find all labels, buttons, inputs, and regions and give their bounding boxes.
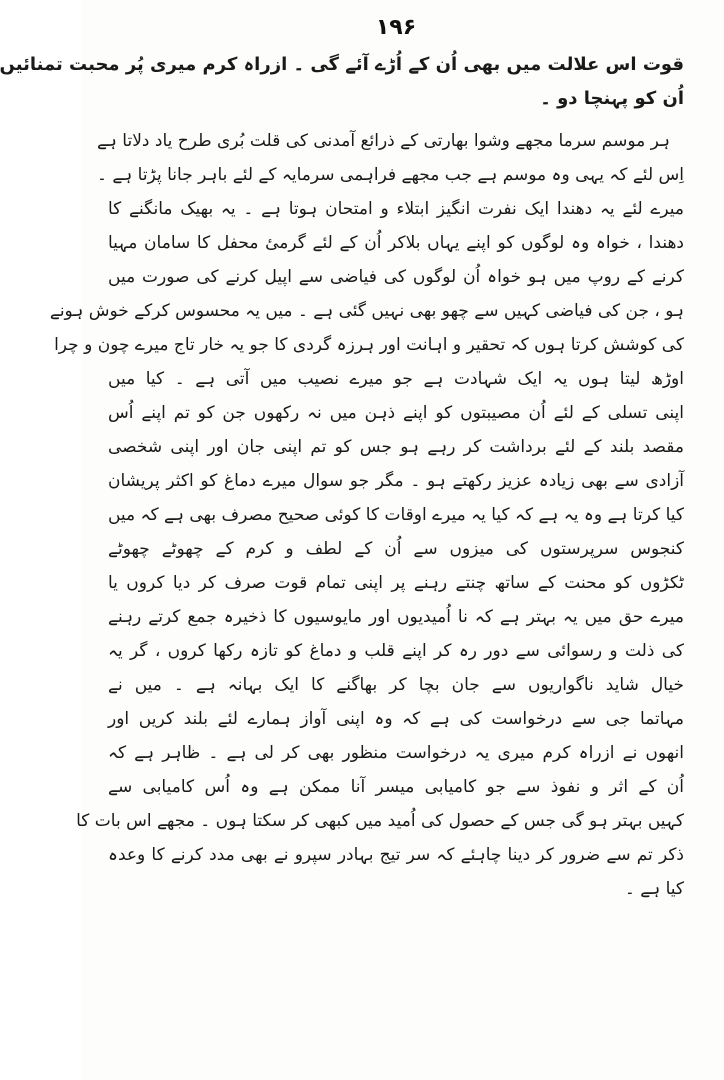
text-line: ٹکڑوں کو محنت کے ساتھ چنتے رہنے پر اپنی تمام قوت صرف کر دیا کروں یا bbox=[108, 573, 684, 593]
text-line: اِس لئے کہ یہی وہ موسم ہے جب مجھے فراہمی سرمایہ کے لئے باہر جانا پڑتا ہے ۔ bbox=[96, 165, 684, 185]
text-line: مقصد بلند کے لئے برداشت کر رہے ہو جس کو تم اپنی جان اور اپنی شخصی bbox=[108, 437, 684, 457]
text-line: ہر موسم سرما مجھے وشوا بھارتی کے ذرائع آمدنی کی قلت بُری طرح یاد دلاتا ہے bbox=[96, 131, 670, 151]
letter-body bbox=[0, 48, 684, 906]
paragraph-spacer bbox=[108, 116, 684, 124]
text-line: کی ذلت و رسوائی سے دور رہ کر اپنے قلب و دماغ کو تازہ رکھا کروں ، گر یہ bbox=[108, 641, 684, 661]
page-number: ۱۹۶ bbox=[375, 15, 417, 40]
paragraph-1 bbox=[0, 48, 684, 116]
text-line: ہو ، جن کی فیاضی کہیں سے چھو بھی نہیں گئی ہے ۔ میں یہ محسوس کرکے خوش ہونے bbox=[49, 301, 684, 321]
text-line: ذکر تم سے ضرور کر دینا چاہئے کہ سر تیج بہادر سپرو نے بھی مدد کرنے کا وعدہ bbox=[108, 845, 684, 865]
text-line: مہاتما جی سے درخواست کی ہے کہ وہ اپنی آواز ہمارے لئے بلند کریں اور bbox=[108, 709, 684, 729]
text-line: اُن کو پہنچا دو ۔ bbox=[540, 88, 684, 109]
paragraph-2 bbox=[49, 124, 684, 906]
text-line: اپنی تسلی کے لئے اُن مصیبتوں کو اپنے ذہن میں نہ رکھوں جن کو تم اپنے اُس bbox=[108, 403, 684, 423]
text-line: کنجوس سرپرستوں کی میزوں سے اُن کے لطف و کرم کے چھوٹے چھوٹے bbox=[108, 539, 684, 559]
text-line: کیا ہے ۔ bbox=[624, 879, 684, 899]
text-line: میرے حق میں یہ بہتر ہے کہ نا اُمیدیوں اور مایوسیوں کا ذخیرہ جمع کرتے رہنے bbox=[108, 607, 684, 627]
text-line: کی کوشش کرتا ہوں کہ تحقیر و اہانت اور ہرزہ گردی کا جو یہ خار تاج میرے چون و چرا bbox=[54, 335, 684, 355]
text-line: کیا کرتا ہے وہ یہ ہے کہ کیا یہ میرے اوقات کا کوئی صحیح مصرف بھی ہے کہ میں bbox=[107, 505, 684, 525]
text-line: میرے لئے یہ دھندا ایک نفرت انگیز ابتلاء و امتحان ہوتا ہے ۔ یہ بھیک مانگنے کا bbox=[108, 199, 684, 219]
text-line: کہیں بہتر ہو گی جس کے حصول کی اُمید میں کبھی کر سکتا ہوں ۔ مجھے اس بات کا bbox=[76, 811, 684, 831]
text-line: دھندا ، خواہ وہ لوگوں کو اپنے یہاں بلاکر اُن کے لئے گرمیٔ محفل کا سامان مہیا bbox=[108, 233, 684, 253]
text-line: اوڑھ لیتا ہوں یہ ایک شہادت ہے جو میرے نصیب میں آتی ہے ۔ کیا میں bbox=[108, 369, 684, 389]
text-line: قوت اس علالت میں بھی اُن کے اُڑے آئے گی ۔ ازراہ کرم میری پُر محبت تمنائیں bbox=[0, 54, 684, 75]
text-line: خیال شاید ناگواریوں سے جان بچا کر بھاگنے کا ایک بہانہ ہے ۔ میں نے bbox=[108, 675, 684, 695]
text-line: کرنے کے روپ میں ہو خواہ اُن لوگوں کی فیاضی سے اپیل کرنے کی صورت میں bbox=[108, 267, 684, 287]
text-line: اُن کے اثر و نفوذ سے جو کامیابی میسر آنا ممکن ہے وہ اُس کامیابی سے bbox=[108, 777, 684, 797]
text-line: آزادی سے بھی زیادہ عزیز رکھتے ہو ۔ مگر جو سوال میرے دماغ کو اکثر پریشان bbox=[108, 471, 684, 491]
text-line: انھوں نے ازراہ کرم میری یہ درخواست منظور بھی کر لی ہے ۔ ظاہر ہے کہ bbox=[108, 743, 684, 763]
